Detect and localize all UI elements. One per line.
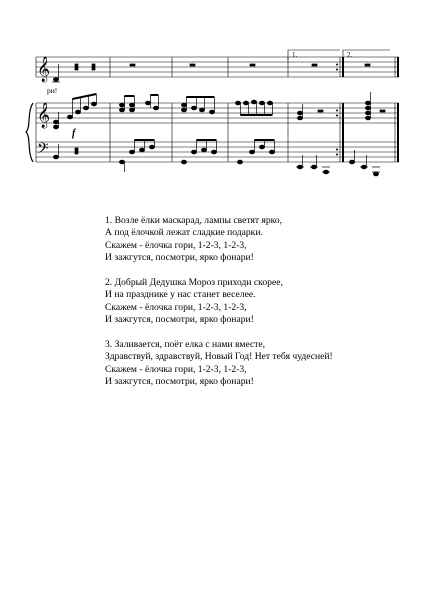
dynamic-marking: f <box>72 128 76 139</box>
verse-line: А под ёлочкой лежат сладкие подарки. <box>105 227 263 239</box>
verse-1 <box>105 215 405 265</box>
verse-line: Здравствуй, здравствуй, Новый Год! Нет тебя чудесней! <box>105 351 333 363</box>
verse-line: Скажем - ёлочка гори, 1-2-3, 1-2-3, <box>105 239 247 251</box>
verse-line: И на празднике у нас станет веселее. <box>105 289 256 301</box>
volta-1-label: 1. <box>292 51 298 59</box>
lyric-syllable: ри! <box>47 86 58 95</box>
verse-line: 2. Добрый Дедушка Мороз приходи скорее, <box>105 277 283 289</box>
verse-line: Скажем - ёлочка гори, 1-2-3, 1-2-3, <box>105 301 247 313</box>
verse-line: И зажгутся, посмотри, ярко фонари! <box>105 376 254 388</box>
lyrics-block <box>105 215 405 401</box>
verse-3 <box>105 339 405 389</box>
verse-2 <box>105 277 405 327</box>
verse-line: И зажгутся, посмотри, ярко фонари! <box>105 252 254 264</box>
verse-line: 3. Заливается, поёт елка с нами вместе, <box>105 339 266 351</box>
treble-clef-piano: 𝄞 <box>37 103 51 128</box>
bass-clef-piano: 𝄢 <box>37 140 49 161</box>
verse-line: 1. Возле ёлки маскарад, лампы светят ярко, <box>105 215 283 226</box>
verse-line: И зажгутся, посмотри, ярко фонари! <box>105 314 254 326</box>
treble-clef-voice: 𝄞 <box>37 57 51 82</box>
piano-bass-staff <box>36 142 399 162</box>
piano-brace <box>26 103 33 162</box>
voice-staff <box>36 57 399 77</box>
verse-line: Скажем - ёлочка гори, 1-2-3, 1-2-3, <box>105 363 247 375</box>
volta-2-label: 2. <box>347 51 353 59</box>
piano-treble-staff <box>36 103 399 123</box>
music-score <box>0 0 427 200</box>
